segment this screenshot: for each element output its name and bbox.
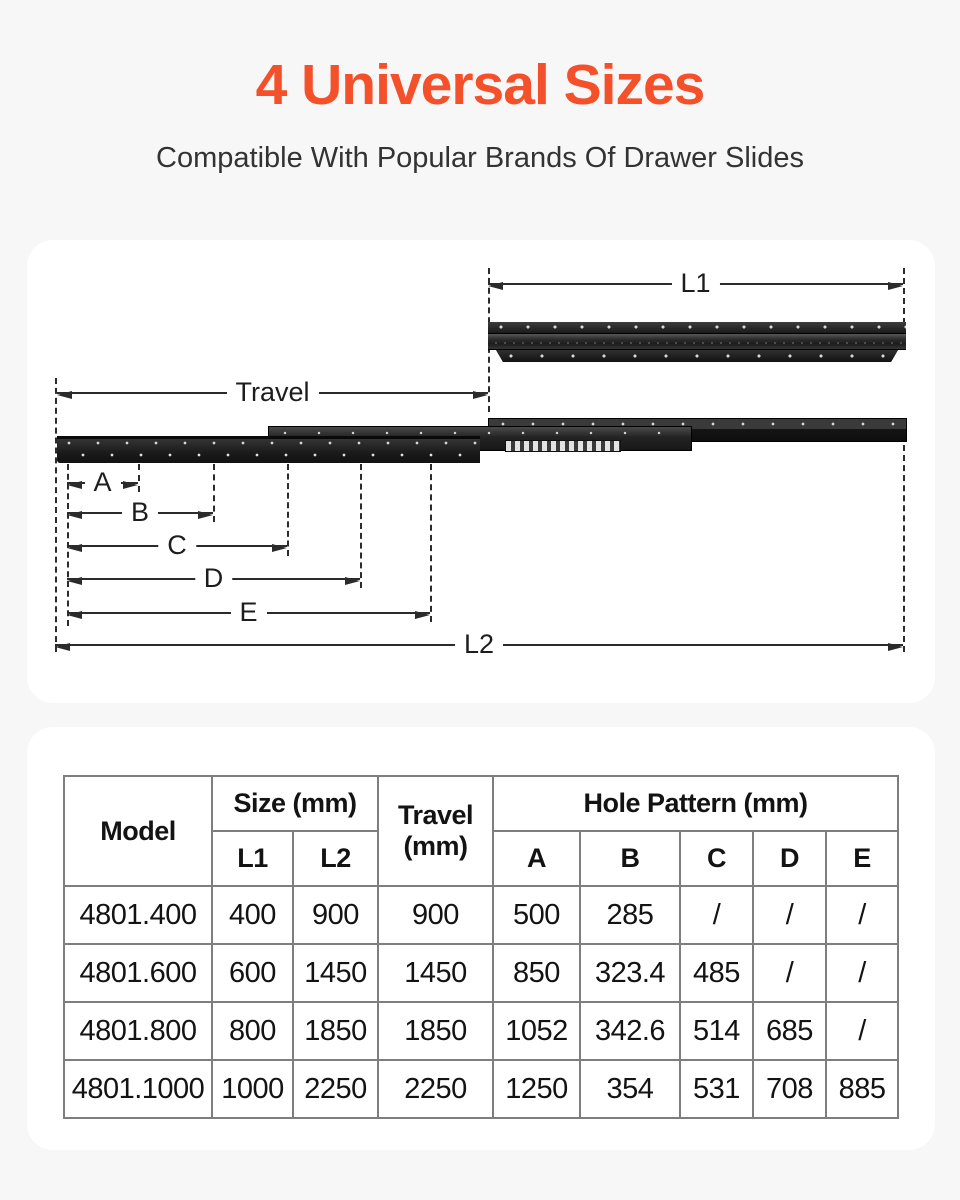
table-cell: / [826,944,898,1002]
table-cell: 400 [212,886,293,944]
dimension-l2-label: L2 [455,630,503,660]
table-cell: / [826,1002,898,1060]
arrow-left-icon [67,577,82,585]
arrow-right-icon [345,577,360,585]
table-cell: 323.4 [580,944,680,1002]
extension-line-left [55,378,57,652]
dimension-e-label: E [230,598,266,628]
col-header-e: E [826,831,898,886]
arrow-right-icon [473,391,488,399]
table-cell: 900 [293,886,378,944]
dimension-e [67,597,430,628]
arrow-right-icon [123,481,138,489]
table-cell: 485 [680,944,753,1002]
table-cell: 1000 [212,1060,293,1118]
table-cell: 500 [493,886,580,944]
dimension-c [67,530,287,561]
table-cell: 531 [680,1060,753,1118]
table-cell-model: 4801.1000 [64,1060,212,1118]
col-header-hole-pattern: Hole Pattern (mm) [493,776,898,831]
table-cell: / [753,886,826,944]
spec-table [63,775,899,1119]
table-cell: 685 [753,1002,826,1060]
dimension-travel [57,377,488,408]
page-subtitle: Compatible With Popular Brands Of Drawer Slides [156,141,804,174]
diagram-card [27,240,935,703]
arrow-left-icon [57,391,72,399]
table-cell-model: 4801.600 [64,944,212,1002]
arrow-left-icon [67,611,82,619]
dimension-l2 [55,629,903,660]
col-header-model: Model [64,776,212,886]
table-cell: 800 [212,1002,293,1060]
table-cell: 850 [493,944,580,1002]
slide-mount-band-top [488,322,906,333]
page-header [0,0,960,175]
arrow-left-icon [488,282,503,290]
table-cell: 285 [580,886,680,944]
dimension-a [67,467,138,498]
dimension-b [67,497,213,528]
spec-table-card [27,727,935,1150]
dimension-l1-label: L1 [671,269,719,299]
dimension-l1 [488,268,903,299]
col-header-l1: L1 [212,831,293,886]
table-cell: 354 [580,1060,680,1118]
extension-line-e [430,464,432,622]
col-header-size: Size (mm) [212,776,378,831]
table-cell: / [680,886,753,944]
col-header-l2: L2 [293,831,378,886]
dimension-c-label: C [158,531,196,561]
table-cell: / [826,886,898,944]
table-cell: 1450 [378,944,493,1002]
dimension-travel-label: Travel [226,378,318,408]
arrow-left-icon [55,643,70,651]
table-cell: 342.6 [580,1002,680,1060]
table-cell-model: 4801.400 [64,886,212,944]
extension-line-a [138,464,140,492]
extension-line-b [213,464,215,522]
table-cell: 900 [378,886,493,944]
col-header-d: D [753,831,826,886]
col-header-travel: Travel (mm) [378,776,493,886]
ball-bearing-cage [505,440,621,452]
table-row [64,1002,898,1060]
arrow-right-icon [415,611,430,619]
arrow-right-icon [888,282,903,290]
table-cell: / [753,944,826,1002]
table-cell: 885 [826,1060,898,1118]
drawer-slide-closed [488,322,906,362]
arrow-right-icon [198,511,213,519]
table-cell: 708 [753,1060,826,1118]
arrow-left-icon [67,544,82,552]
table-row [64,886,898,944]
page-title: 4 Universal Sizes [255,53,705,117]
arrow-left-icon [67,481,82,489]
table-cell: 1450 [293,944,378,1002]
table-cell: 1850 [378,1002,493,1060]
arrow-left-icon [67,511,82,519]
dimension-d [67,563,360,594]
slide-body-band [488,333,906,350]
table-cell: 1052 [493,1002,580,1060]
table-cell: 1850 [293,1002,378,1060]
extension-line-right [903,445,905,652]
table-cell: 2250 [293,1060,378,1118]
table-cell: 2250 [378,1060,493,1118]
slide-mount-band-bottom [496,350,898,362]
table-cell: 1250 [493,1060,580,1118]
dimension-b-label: B [122,498,158,528]
col-header-a: A [493,831,580,886]
extension-line-l1-right [903,268,905,324]
table-cell: 600 [212,944,293,1002]
table-cell-model: 4801.800 [64,1002,212,1060]
col-header-c: C [680,831,753,886]
arrow-right-icon [272,544,287,552]
extended-slide-front-rail [57,436,480,463]
arrow-right-icon [888,643,903,651]
extension-line-c [287,464,289,556]
col-header-b: B [580,831,680,886]
dimension-a-label: A [84,468,120,498]
table-row [64,944,898,1002]
table-cell: 514 [680,1002,753,1060]
extension-line-d [360,464,362,588]
table-row [64,1060,898,1118]
dimension-d-label: D [195,564,233,594]
